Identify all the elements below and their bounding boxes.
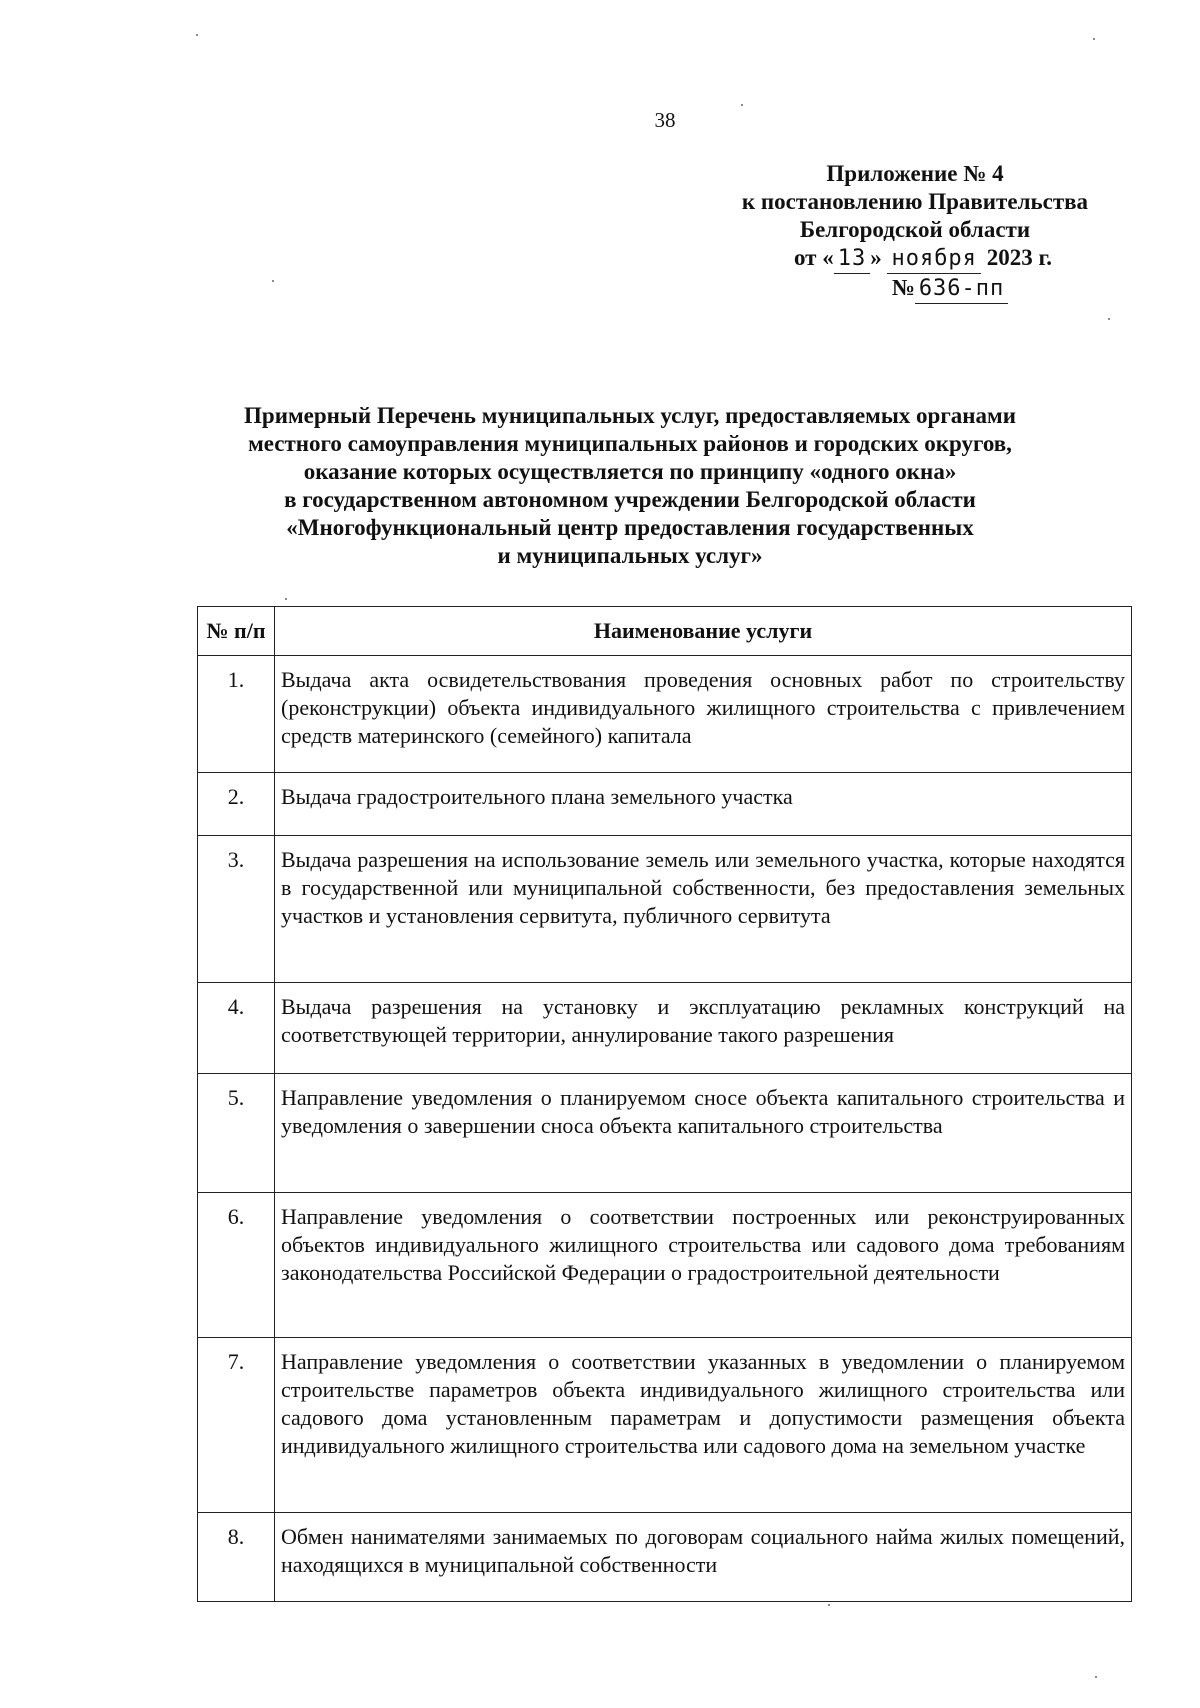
service-name: Направление уведомления о планируемом сносе объекта капитального строительства и уведомления о завершении сноса объекта капитального строительства [275, 1074, 1132, 1193]
title-line-5: «Многофункциональный центр предоставления государственных [286, 515, 974, 540]
table-row [198, 773, 1132, 836]
appendix-number [770, 274, 1130, 304]
table-row [198, 1074, 1132, 1193]
service-name: Выдача разрешения на использование земель или земельного участка, которые находятся в государственной или муниципальной собственности, без предоставления земельных участков и установления сервитута, публичного сервитута [275, 836, 1132, 983]
title-line-2: местного самоуправления муниципальных районов и городских округов, [248, 431, 1012, 456]
table-row [198, 836, 1132, 983]
row-number: 4. [198, 983, 275, 1074]
scan-speck [828, 1604, 830, 1606]
table-header-row [198, 607, 1132, 656]
header-number: № п/п [198, 607, 275, 656]
appendix-resolution: к постановлению Правительства [741, 189, 1089, 214]
date-year: 2023 г. [986, 245, 1053, 270]
date-mid: » [870, 245, 882, 270]
page-number: 38 [654, 108, 676, 132]
scan-speck [196, 34, 198, 36]
scan-speck [1093, 38, 1095, 40]
appendix-header [700, 160, 1130, 304]
table-row [198, 1513, 1132, 1602]
service-name: Выдача акта освидетельствования проведения основных работ по строительству (реконструкции) объекта индивидуального жилищного строительства с привлечением средств материнского (семейного) капитала [275, 656, 1132, 773]
scan-speck [1108, 318, 1110, 320]
row-number: 6. [198, 1193, 275, 1338]
service-name: Выдача разрешения на установку и эксплуатацию рекламных конструкций на соответствующей территории, аннулирование такого разрешения [275, 983, 1132, 1074]
number-prefix: № [891, 275, 915, 300]
service-name: Направление уведомления о соответствии построенных или реконструированных объектов индивидуального жилищного строительства или садового дома требованиям законодательства Российской Федерации о градостроительной деятельности [275, 1193, 1132, 1338]
scan-speck [741, 104, 743, 106]
header-service-name: Наименование услуги [275, 607, 1132, 656]
table-row [198, 983, 1132, 1074]
table-row [198, 656, 1132, 773]
title-line-3: оказание которых осуществляется по принципу «одного окна» [303, 459, 957, 484]
service-name: Выдача градостроительного плана земельного участка [275, 773, 1132, 836]
appendix-date [716, 244, 1130, 274]
date-month: ноября [887, 245, 980, 274]
row-number: 1. [198, 656, 275, 773]
scan-speck [272, 280, 274, 282]
title-line-6: и муниципальных услуг» [497, 543, 763, 568]
number-value: 636-пп [915, 275, 1008, 304]
document-title [150, 402, 1110, 570]
service-name: Направление уведомления о соответствии указанных в уведомлении о планируемом строительстве параметров объекта индивидуального жилищного строительства или садового дома установленным параметрам и допустимости размещения объекта индивидуального жилищного строительства или садового дома на земельном участке [275, 1338, 1132, 1513]
row-number: 3. [198, 836, 275, 983]
row-number: 5. [198, 1074, 275, 1193]
row-number: 8. [198, 1513, 275, 1602]
date-day: 13 [834, 245, 871, 274]
date-prefix: от « [793, 245, 834, 270]
row-number: 7. [198, 1338, 275, 1513]
title-line-1: Примерный Перечень муниципальных услуг, предоставляемых органами [244, 403, 1016, 428]
table-row [198, 1193, 1132, 1338]
appendix-title: Приложение № 4 [826, 161, 1004, 186]
appendix-region: Белгородской области [799, 217, 1031, 242]
row-number: 2. [198, 773, 275, 836]
title-line-4: в государственном автономном учреждении Белгородской области [284, 487, 976, 512]
scan-speck [285, 598, 287, 600]
table-row [198, 1338, 1132, 1513]
services-table [197, 606, 1132, 1602]
scan-speck [1095, 1676, 1097, 1678]
service-name: Обмен нанимателями занимаемых по договорам социального найма жилых помещений, находящихся в муниципальной собственности [275, 1513, 1132, 1602]
